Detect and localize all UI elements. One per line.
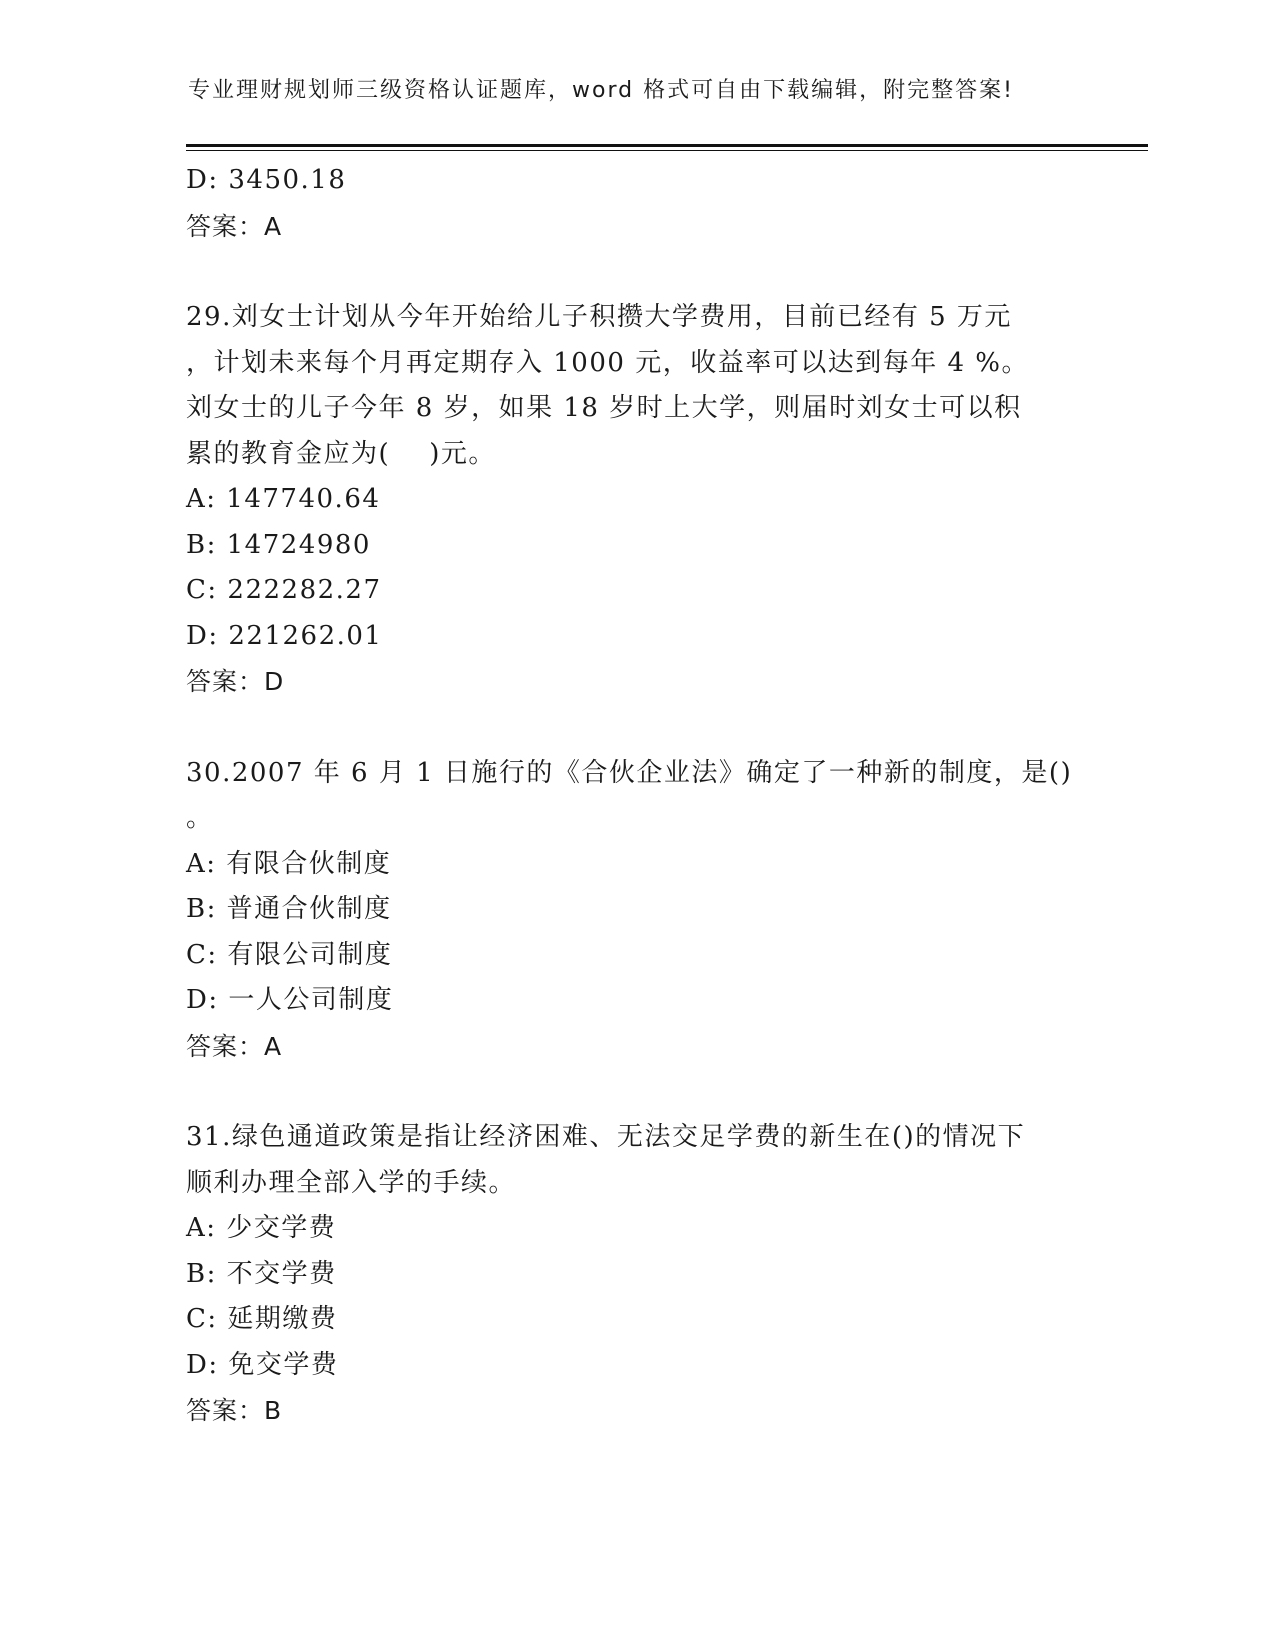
header-divider [186, 144, 1148, 151]
option-d: D: 一人公司制度 [186, 985, 394, 1015]
option-d: D: 免交学费 [186, 1349, 339, 1380]
question-29 [186, 295, 1086, 705]
question-30 [186, 751, 1086, 1070]
question-31 [186, 1115, 1086, 1434]
question-text-line: ，计划未来每个月再定期存入 1000 元，收益率可以达到每年 4 %。 [186, 347, 1029, 378]
option-a: A: 147740.64 [186, 484, 381, 514]
page-header: 专业理财规划师三级资格认证题库，word 格式可自由下载编辑，附完整答案! [188, 78, 1014, 103]
question-text-line: 。 [186, 803, 214, 833]
answer-text: 答案：A [186, 211, 283, 241]
option-b: B: 不交学费 [186, 1258, 337, 1289]
question-text-line: 31.绿色通道政策是指让经济困难、无法交足学费的新生在()的情况下 [186, 1122, 1026, 1152]
answer-text: 答案：B [186, 1396, 283, 1425]
option-b: B: 普通合伙制度 [186, 894, 392, 924]
option-c: C: 延期缴费 [186, 1304, 338, 1334]
question-list [186, 158, 1086, 1434]
option-d: D: 221262.01 [186, 620, 383, 651]
option-a: A: 有限合伙制度 [186, 848, 392, 879]
question-text-line: 累的教育金应为( )元。 [186, 438, 496, 469]
question-text-line: 刘女士的儿子今年 8 岁，如果 18 岁时上大学，则届时刘女士可以积 [186, 393, 1022, 423]
option-b: B: 14724980 [186, 529, 371, 560]
option-c: C: 222282.27 [186, 575, 382, 605]
question-text-line: 顺利办理全部入学的手续。 [186, 1167, 517, 1198]
answer-text: 答案：D [186, 667, 285, 696]
option-d: D: 3450.18 [186, 165, 347, 195]
option-a: A: 少交学费 [186, 1213, 337, 1243]
answer-text: 答案：A [186, 1031, 283, 1061]
option-c: C: 有限公司制度 [186, 939, 393, 970]
question-text-line: 29.刘女士计划从今年开始给儿子积攒大学费用，目前已经有 5 万元 [186, 302, 1012, 332]
question-text-line: 30.2007 年 6 月 1 日施行的《合伙企业法》确定了一种新的制度，是() [186, 757, 1073, 788]
